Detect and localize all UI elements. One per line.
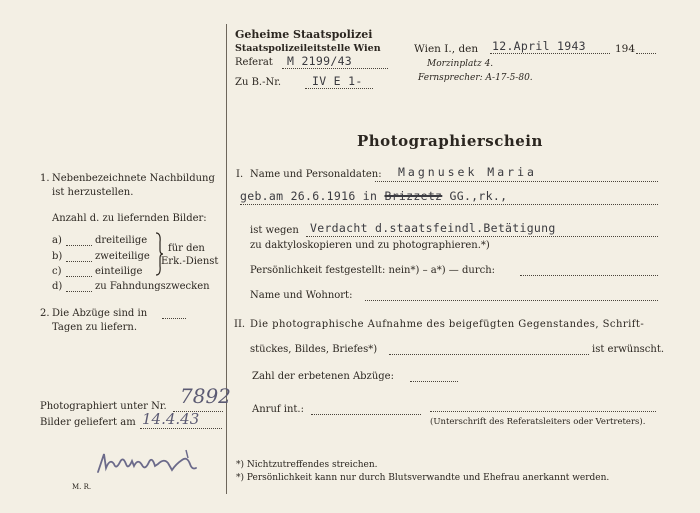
section2-line2a: stückes, Bildes, Briefes*) <box>250 344 378 355</box>
option-c-label: einteilige <box>95 266 143 277</box>
option-d-letter: d) <box>52 281 63 292</box>
zu-label: Zu B.-Nr. <box>235 77 282 88</box>
document-title: Photographierschein <box>357 132 543 150</box>
residence-label: Name und Wohnort: <box>250 290 353 301</box>
signature-caption: (Unterschrift des Referatsleiters oder Vertreters). <box>430 417 646 427</box>
reason-prefix: ist wegen <box>250 225 299 236</box>
item1-line1: Nebenbezeichnete Nachbildung <box>52 173 215 184</box>
birth-struck: Brizzetz <box>384 189 443 203</box>
birth-line <box>240 190 507 202</box>
item2-number: 2. <box>40 308 50 319</box>
brace-icon <box>154 232 164 276</box>
option-b-label: zweiteilige <box>95 251 150 262</box>
footnote-1: *) Nichtzutreffendes streichen. <box>236 460 378 470</box>
footer-mark: M. R. <box>72 483 92 491</box>
address: Morzinplatz 4. <box>427 59 494 69</box>
handwritten-signature <box>92 444 202 478</box>
section2-line1: Die photographische Aufnahme des beigefügten Gegenstandes, Schrift- <box>250 319 645 330</box>
name-value: Magnusek Maria <box>398 165 537 179</box>
call-label: Anruf int.: <box>252 404 304 415</box>
delivered-label: Bilder geliefert am <box>40 417 136 428</box>
section2-number: II. <box>234 319 246 330</box>
office-name: Staatspolizeileitstelle Wien <box>235 43 381 54</box>
date-value: 12.April 1943 <box>492 39 586 53</box>
delivered-value: 14.4.43 <box>142 410 200 428</box>
zu-value: IV E 1- <box>312 74 363 88</box>
brace-line1: für den <box>168 243 205 254</box>
option-a-label: dreiteilige <box>95 235 148 246</box>
photographed-value: 7892 <box>180 384 231 408</box>
agency-name: Geheime Staatspolizei <box>235 28 373 41</box>
identity-label: Persönlichkeit festgestellt: nein*) – a*) — durch: <box>250 265 496 276</box>
place-prefix: Wien I., den <box>414 43 479 55</box>
section2-line2b: ist erwünscht. <box>592 344 665 355</box>
item1-number: 1. <box>40 173 50 184</box>
option-a-letter: a) <box>52 235 62 246</box>
birth-prefix: geb.am 26.6.1916 in <box>240 189 385 203</box>
option-c-letter: c) <box>52 266 62 277</box>
birth-suffix: GG.,rk., <box>442 189 508 203</box>
option-d-label: zu Fahndungszwecken <box>95 281 210 292</box>
count-label: Anzahl d. zu liefernden Bilder: <box>52 213 207 224</box>
item1-line2: ist herzustellen. <box>52 187 134 198</box>
brace-line2: Erk.-Dienst <box>161 256 219 267</box>
column-divider <box>226 24 227 494</box>
reason-line2: zu daktyloskopieren und zu photographieren.*) <box>250 240 490 251</box>
reason-value: Verdacht d.staatsfeindl.Betätigung <box>310 221 556 235</box>
phone: Fernsprecher: A-17-5-80. <box>418 73 533 83</box>
footnote-2: *) Persönlichkeit kann nur durch Blutsverwandte und Ehefrau anerkannt werden. <box>236 473 610 483</box>
section1-number: I. <box>236 169 244 180</box>
item2-line2: Tagen zu liefern. <box>52 322 138 333</box>
copies-label: Zahl der erbetenen Abzüge: <box>252 371 394 382</box>
referat-label: Referat <box>235 57 273 68</box>
item2-line1: Die Abzüge sind in <box>52 308 148 319</box>
year-suffix: 194 <box>615 43 636 55</box>
name-label: Name und Personaldaten: <box>250 169 382 180</box>
option-b-letter: b) <box>52 251 63 262</box>
referat-value: M 2199/43 <box>287 54 353 68</box>
photographed-label: Photographiert unter Nr. <box>40 401 167 412</box>
